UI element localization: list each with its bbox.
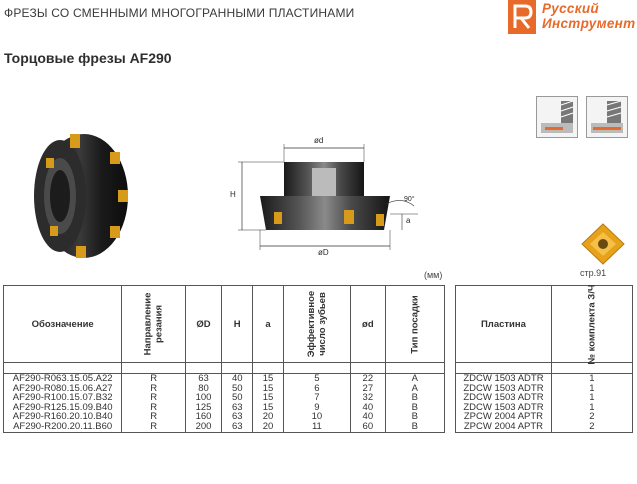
table-cell: 40 bbox=[221, 374, 252, 384]
col-header-D: ØD bbox=[186, 286, 222, 363]
table-cell: 2 bbox=[551, 412, 632, 422]
col-header-designation: Обозначение bbox=[4, 286, 122, 363]
table-cell: 50 bbox=[221, 384, 252, 394]
face-milling-icon bbox=[536, 96, 578, 138]
table-cell: 50 bbox=[221, 393, 252, 403]
table-cell: 125 bbox=[186, 403, 222, 413]
table-cell: 100 bbox=[186, 393, 222, 403]
table-cell: ZPCW 2004 APTR bbox=[456, 412, 552, 422]
col-header-d: ød bbox=[351, 286, 385, 363]
table-cell: A bbox=[385, 374, 444, 384]
logo-icon bbox=[508, 0, 536, 34]
col-header-direction: Направление резания bbox=[122, 286, 186, 363]
table-cell: 15 bbox=[253, 393, 283, 403]
insert-table bbox=[455, 285, 633, 433]
table-cell: AF290-R080.15.06.A27 bbox=[4, 384, 122, 394]
table-cell: ZDCW 1503 ADTR bbox=[456, 384, 552, 394]
table-cell: B bbox=[385, 412, 444, 422]
table-cell: AF290-R100.15.07.B32 bbox=[4, 393, 122, 403]
table-cell: 1 bbox=[551, 374, 632, 384]
logo-text-line1: Русский bbox=[542, 1, 599, 16]
table-row bbox=[4, 422, 445, 432]
table-cell: 6 bbox=[283, 384, 350, 394]
col-header-insert: Пластина bbox=[456, 286, 552, 363]
dim-label-angle: 90° bbox=[404, 196, 415, 203]
insert-icon bbox=[580, 222, 626, 266]
logo-text-line2: Инструмент bbox=[542, 16, 636, 31]
table-cell: 20 bbox=[253, 412, 283, 422]
units-label: (мм) bbox=[424, 270, 443, 280]
table-cell: 9 bbox=[283, 403, 350, 413]
table-cell: R bbox=[122, 393, 186, 403]
table-cell: 63 bbox=[221, 403, 252, 413]
dim-label-d: ød bbox=[314, 136, 324, 145]
table-cell: 160 bbox=[186, 412, 222, 422]
table-cell: R bbox=[122, 422, 186, 432]
shoulder-milling-icon bbox=[586, 96, 628, 138]
table-cell: A bbox=[385, 384, 444, 394]
table-cell: 2 bbox=[551, 422, 632, 432]
cutter-photo bbox=[22, 128, 132, 264]
table-cell: 40 bbox=[351, 403, 385, 413]
table-cell: R bbox=[122, 403, 186, 413]
table-cell: 15 bbox=[253, 384, 283, 394]
table-cell: 200 bbox=[186, 422, 222, 432]
col-header-a: a bbox=[253, 286, 283, 363]
table-cell: R bbox=[122, 384, 186, 394]
table-cell: 7 bbox=[283, 393, 350, 403]
page-title: Торцовые фрезы AF290 bbox=[4, 50, 172, 66]
table-cell: R bbox=[122, 374, 186, 384]
table-cell: 32 bbox=[351, 393, 385, 403]
table-cell: ZDCW 1503 ADTR bbox=[456, 403, 552, 413]
col-header-teeth: Эффективное число зубьев bbox=[283, 286, 350, 363]
page-reference: стр.91 bbox=[580, 268, 607, 278]
table-cell: 63 bbox=[221, 422, 252, 432]
table-cell: 80 bbox=[186, 384, 222, 394]
table-cell: AF290-R160.20.10.B40 bbox=[4, 412, 122, 422]
table-cell: 15 bbox=[253, 374, 283, 384]
table-cell: 1 bbox=[551, 403, 632, 413]
main-table bbox=[3, 285, 445, 433]
brand-logo bbox=[508, 0, 636, 34]
table-cell: 11 bbox=[283, 422, 350, 432]
table-cell: 63 bbox=[221, 412, 252, 422]
dim-label-a: a bbox=[406, 216, 411, 225]
table-cell: 1 bbox=[551, 384, 632, 394]
table-cell: 5 bbox=[283, 374, 350, 384]
dim-label-H: H bbox=[230, 190, 236, 199]
table-cell: AF290-R200.20.11.B60 bbox=[4, 422, 122, 432]
table-cell: 63 bbox=[186, 374, 222, 384]
table-cell: 15 bbox=[253, 403, 283, 413]
table-cell: 10 bbox=[283, 412, 350, 422]
table-cell: ZPCW 2004 APTR bbox=[456, 422, 552, 432]
table-cell: 40 bbox=[351, 412, 385, 422]
table-cell: AF290-R063.15.05.A22 bbox=[4, 374, 122, 384]
header-title: ФРЕЗЫ СО СМЕННЫМИ МНОГОГРАННЫМИ ПЛАСТИНАМИ bbox=[4, 6, 355, 20]
table-cell: ZDCW 1503 ADTR bbox=[456, 393, 552, 403]
col-header-fit: Тип посадки bbox=[385, 286, 444, 363]
table-cell: 1 bbox=[551, 393, 632, 403]
col-header-spare-kit: № комплекта З/Ч bbox=[551, 286, 632, 363]
table-cell: B bbox=[385, 422, 444, 432]
table-cell: B bbox=[385, 393, 444, 403]
table-cell: 27 bbox=[351, 384, 385, 394]
main-table-header bbox=[4, 286, 445, 363]
table-cell: R bbox=[122, 412, 186, 422]
col-header-H: H bbox=[221, 286, 252, 363]
table-cell: B bbox=[385, 403, 444, 413]
table-cell: 60 bbox=[351, 422, 385, 432]
dim-label-D: øD bbox=[318, 248, 329, 257]
table-cell: AF290-R125.15.09.B40 bbox=[4, 403, 122, 413]
table-row bbox=[456, 422, 633, 432]
insert-table-header bbox=[456, 286, 633, 363]
table-cell: ZDCW 1503 ADTR bbox=[456, 374, 552, 384]
table-cell: 22 bbox=[351, 374, 385, 384]
table-cell: 20 bbox=[253, 422, 283, 432]
cutter-diagram bbox=[226, 134, 436, 266]
